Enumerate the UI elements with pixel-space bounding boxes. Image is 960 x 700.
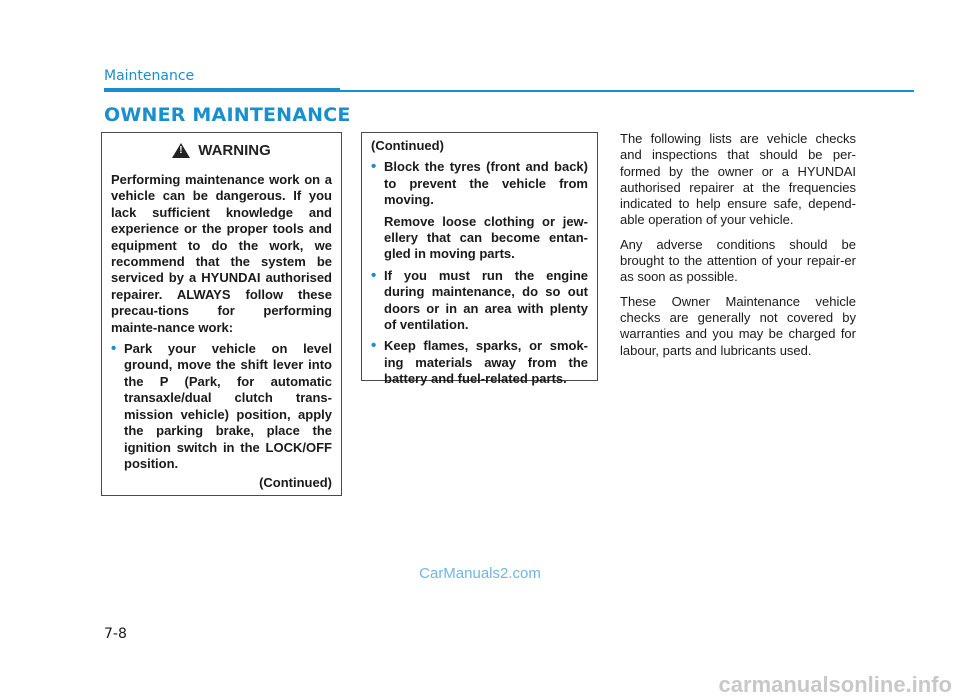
warning-body	[102, 160, 341, 492]
header-rule-thick	[104, 88, 340, 92]
body-paragraph: The following lists are vehicle checks and inspections that should be per-formed by the owner or a HYUNDAI authorised repairer at the frequencies indicated to help ensure safe, depend-able operation of your vehicle.	[620, 131, 856, 228]
warning-box	[101, 132, 342, 496]
continued-bullet-text: Keep flames, sparks, or smok-ing materials away from the battery and fuel-related parts.	[384, 338, 588, 387]
continued-bullet-text: Block the tyres (front and back) to prevent the vehicle from moving.	[384, 159, 588, 208]
continued-heading: (Continued)	[371, 138, 444, 153]
page-number: 7-8	[104, 626, 127, 642]
warning-header	[108, 140, 335, 160]
bullet-icon: •	[111, 340, 117, 358]
continued-bullet	[371, 338, 588, 387]
bullet-icon: •	[371, 158, 377, 176]
continued-bullet	[371, 159, 588, 208]
bullet-icon: •	[371, 266, 377, 284]
body-paragraph: These Owner Maintenance vehicle checks are generally not covered by warranties and you may be charged for labour, parts and lubricants used.	[620, 293, 856, 358]
continued-bullet-text: If you must run the engine during maintenance, do so out doors or in an area with plenty of ventilation.	[384, 267, 588, 333]
footer-watermark: carmanualsonline.info	[718, 672, 952, 697]
bullet-icon: •	[371, 337, 377, 355]
continued-box	[361, 132, 598, 387]
warning-label: WARNING	[198, 141, 271, 159]
body-paragraph: Any adverse conditions should be brought to the attention of your repair-er as soon as possible.	[620, 236, 856, 285]
watermark-link[interactable]: CarManuals2.com	[419, 565, 541, 582]
page-title: OWNER MAINTENANCE	[104, 104, 351, 126]
body-text-column	[620, 131, 856, 367]
header-rule-thin	[340, 90, 914, 92]
warning-bullet-text: Park your vehicle on level ground, move the shift lever into the P (Park, for automatic transaxle/dual clutch trans-mission vehicle) position, apply the parking brake, place the ignition switch in the LOCK/OFF position.	[124, 341, 332, 471]
continued-body	[362, 133, 597, 388]
section-label: Maintenance	[104, 68, 195, 84]
warning-intro: Performing maintenance work on a vehicle can be dangerous. If you lack sufficient knowledge and experience or the proper tools and equipment to do the work, we recommend that the system be serviced by a HYUNDAI authorised repairer. ALWAYS follow these precau-tions for performing mainte-nance work:	[111, 172, 332, 335]
warning-triangle-icon	[172, 143, 190, 158]
continued-bullet	[371, 268, 588, 334]
warning-bullet	[111, 341, 332, 472]
continued-sub-paragraph: Remove loose clothing or jew-ellery that can become entan-gled in moving parts.	[384, 213, 588, 262]
warning-continued: (Continued)	[259, 475, 332, 491]
